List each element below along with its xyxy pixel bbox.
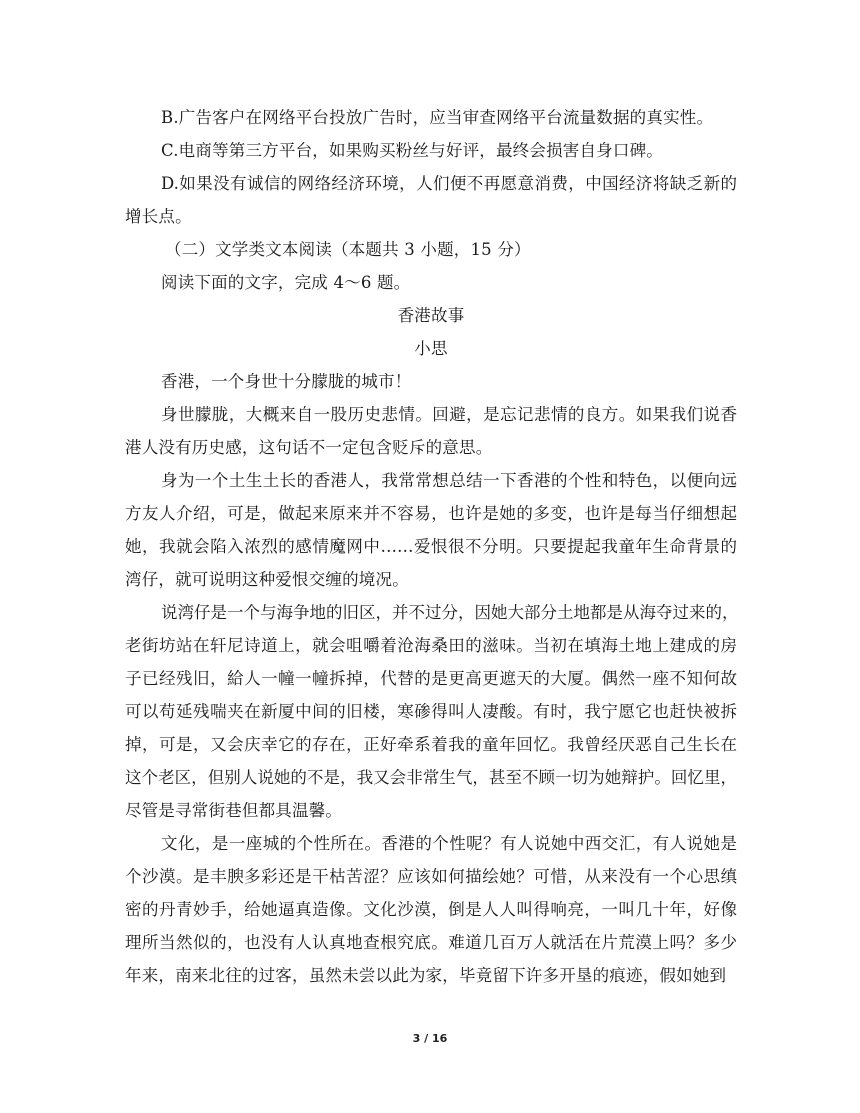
article-author: 小思 bbox=[414, 339, 448, 358]
paragraph-line: 这个老区，但别人说她的不是，我又会非常生气，甚至不顾一切为她辩护。回忆里， bbox=[125, 768, 737, 787]
article-body bbox=[125, 365, 737, 992]
paragraph-line: 港人没有历史感，这句话不一定包含贬斥的意思。 bbox=[125, 438, 493, 457]
paragraph-line: 方友人介绍，可是，做起来原来并不容易，也许是她的多变，也许是每当仔细想起 bbox=[125, 504, 737, 523]
page-content bbox=[125, 101, 737, 992]
paragraph-line: 说湾仔是一个与海争地的旧区，并不过分，因她大部分土地都是从海夺过来的， bbox=[161, 603, 739, 622]
option-c: C.电商等第三方平台，如果购买粉丝与好评，最终会损害自身口碑。 bbox=[161, 141, 663, 160]
option-d-line-2: 增长点。 bbox=[125, 207, 192, 226]
paragraph-line: 个沙漠。是丰腴多彩还是干枯苦涩？应该如何描绘她？可惜，从来没有一个心思缜 bbox=[125, 867, 737, 886]
paragraph-line: 密的丹青妙手，给她逼真造像。文化沙漠，倒是人人叫得响亮，一叫几十年，好像 bbox=[125, 900, 737, 919]
article-paragraph bbox=[125, 596, 737, 827]
paragraph-line: 文化，是一座城的个性所在。香港的个性呢？有人说她中西交汇，有人说她是 bbox=[161, 834, 737, 853]
paragraph-line: 年来，南来北往的过客，虽然未尝以此为家，毕竟留下许多开垦的痕迹，假如她到 bbox=[125, 966, 727, 985]
paragraph-line: 尽管是寻常街巷但都具温馨。 bbox=[125, 801, 343, 820]
section-heading: （二）文学类文本阅读（本题共 3 小题，15 分） bbox=[165, 240, 531, 259]
option-b: B.广告客户在网络平台投放广告时，应当审查网络平台流量数据的真实性。 bbox=[161, 108, 714, 127]
paragraph-line: 老街坊站在轩尼诗道上，就会咀嚼着沧海桑田的滋味。当初在填海土地上建成的房 bbox=[125, 636, 737, 655]
article-paragraph bbox=[125, 398, 737, 464]
paragraph-line: 掉，可是，又会庆幸它的存在，正好牵系着我的童年回忆。我曾经厌恶自己生长在 bbox=[125, 735, 737, 754]
paragraph-line: 身为一个土生土长的香港人，我常常想总结一下香港的个性和特色，以便向远 bbox=[161, 471, 737, 490]
article-paragraph bbox=[125, 464, 737, 596]
paragraph-line: 可以苟延残喘夹在新厦中间的旧楼，寒碜得叫人凄酸。有时，我宁愿它也赶快被拆 bbox=[125, 702, 737, 721]
section-instruction: 阅读下面的文字，完成 4～6 题。 bbox=[161, 273, 411, 292]
paragraph-line: 湾仔，就可说明这种爱恨交缠的境况。 bbox=[125, 570, 409, 589]
article-paragraph bbox=[125, 365, 737, 398]
paragraph-line: 她，我就会陷入浓烈的感情魔网中……爱恨很不分明。只要提起我童年生命背景的 bbox=[125, 537, 737, 556]
option-d-line-1: D.如果没有诚信的网络经济环境，人们便不再愿意消费，中国经济将缺乏新的 bbox=[161, 174, 737, 193]
paragraph-line: 子已经残旧，給人一幢一幢拆掉，代替的是更高更遮天的大厦。偶然一座不知何故 bbox=[125, 669, 737, 688]
paragraph-line: 香港，一个身世十分朦胧的城市！ bbox=[161, 372, 412, 391]
article-title: 香港故事 bbox=[397, 306, 465, 325]
paragraph-line: 身世朦胧，大概来自一股历史悲情。回避，是忘记悲情的良方。如果我们说香 bbox=[161, 405, 737, 424]
page-number: 3 / 16 bbox=[412, 1032, 448, 1045]
paragraph-line: 理所当然似的，也没有人认真地查根究底。难道几百万人就活在片荒漠上吗？多少 bbox=[125, 933, 737, 952]
article-paragraph bbox=[125, 827, 737, 992]
